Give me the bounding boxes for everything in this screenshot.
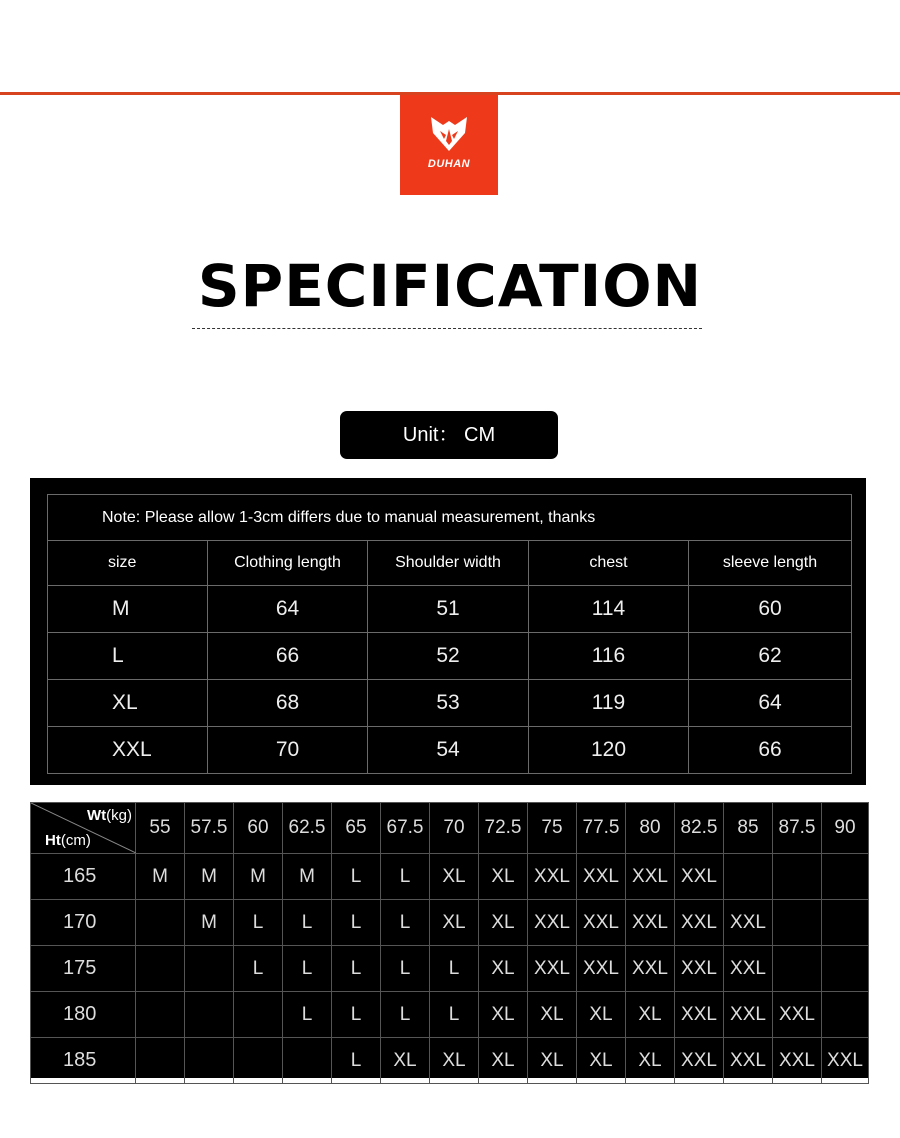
weight-header-cell: 70 [430, 803, 479, 854]
measurement-cell: 116 [529, 633, 689, 680]
recommended-size-cell: XL [528, 992, 577, 1038]
spec-table-panel [30, 478, 866, 785]
measurement-cell: 64 [208, 586, 368, 633]
recommended-size-cell: L [332, 854, 381, 900]
unit-badge: Unit： CM [340, 411, 558, 459]
recommended-size-cell [773, 854, 822, 900]
recommended-size-cell: XL [577, 1038, 626, 1084]
recommended-size-cell [185, 946, 234, 992]
recommended-size-cell [234, 1038, 283, 1084]
recommended-size-cell: XXL [724, 946, 773, 992]
recommended-size-cell: XL [626, 1038, 675, 1084]
recommended-size-cell: XXL [773, 992, 822, 1038]
weight-header-cell: 77.5 [577, 803, 626, 854]
recommended-size-cell [136, 992, 185, 1038]
recommended-size-cell: XXL [626, 946, 675, 992]
recommended-size-cell: M [283, 854, 332, 900]
recommended-size-cell: L [332, 1038, 381, 1084]
page-title: SPECIFICATION [197, 252, 703, 320]
height-cell: 180 [31, 992, 136, 1038]
recommended-size-cell: L [381, 900, 430, 946]
recommended-size-cell: XXL [528, 854, 577, 900]
recommended-size-cell: XXL [822, 1038, 869, 1084]
recommended-size-cell: XL [528, 1038, 577, 1084]
size-cell: M [48, 586, 208, 633]
spec-row [48, 586, 852, 633]
measurement-cell: 70 [208, 727, 368, 774]
measurement-cell: 60 [689, 586, 852, 633]
recommended-size-cell [136, 1038, 185, 1084]
recommended-size-cell: XXL [724, 992, 773, 1038]
size-chart-row [31, 992, 869, 1038]
size-chart-row [31, 1038, 869, 1084]
recommended-size-cell: L [332, 900, 381, 946]
recommended-size-cell: XXL [773, 1038, 822, 1084]
measurement-cell: 119 [529, 680, 689, 727]
recommended-size-cell: XL [430, 854, 479, 900]
recommended-size-cell: L [430, 992, 479, 1038]
spec-header-cell: sleeve length [689, 541, 852, 586]
recommended-size-cell: L [430, 946, 479, 992]
weight-header-cell: 55 [136, 803, 185, 854]
recommended-size-cell: L [381, 946, 430, 992]
spec-table [47, 494, 852, 774]
size-chart-table [30, 802, 869, 1084]
spec-row [48, 633, 852, 680]
recommended-size-cell: L [234, 946, 283, 992]
recommended-size-cell [822, 992, 869, 1038]
recommended-size-cell: L [381, 992, 430, 1038]
recommended-size-cell [773, 900, 822, 946]
recommended-size-cell: XXL [675, 1038, 724, 1084]
height-cell: 185 [31, 1038, 136, 1084]
recommended-size-cell: XL [479, 992, 528, 1038]
recommended-size-cell [822, 854, 869, 900]
recommended-size-cell [136, 900, 185, 946]
weight-header-cell: 72.5 [479, 803, 528, 854]
measurement-cell: 64 [689, 680, 852, 727]
size-cell: XL [48, 680, 208, 727]
recommended-size-cell [724, 854, 773, 900]
recommended-size-cell [822, 946, 869, 992]
height-cell: 175 [31, 946, 136, 992]
spec-header-cell: chest [529, 541, 689, 586]
recommended-size-cell: L [332, 946, 381, 992]
weight-header-cell: 65 [332, 803, 381, 854]
recommended-size-cell: M [136, 854, 185, 900]
recommended-size-cell: XL [577, 992, 626, 1038]
recommended-size-cell: XXL [675, 900, 724, 946]
measurement-cell: 62 [689, 633, 852, 680]
recommended-size-cell: XXL [675, 992, 724, 1038]
recommended-size-cell: XL [479, 946, 528, 992]
measurement-cell: 51 [368, 586, 529, 633]
recommended-size-cell: XL [430, 1038, 479, 1084]
size-chart-panel [30, 802, 868, 1078]
weight-header-cell: 67.5 [381, 803, 430, 854]
weight-header-cell: 87.5 [773, 803, 822, 854]
measurement-cell: 68 [208, 680, 368, 727]
recommended-size-cell [234, 992, 283, 1038]
size-cell: L [48, 633, 208, 680]
weight-header-cell: 90 [822, 803, 869, 854]
recommended-size-cell: XXL [724, 1038, 773, 1084]
measurement-cell: 52 [368, 633, 529, 680]
recommended-size-cell [185, 1038, 234, 1084]
recommended-size-cell [773, 946, 822, 992]
recommended-size-cell: L [332, 992, 381, 1038]
weight-header-cell: 57.5 [185, 803, 234, 854]
measurement-cell: 66 [208, 633, 368, 680]
size-cell: XXL [48, 727, 208, 774]
measurement-note: Note: Please allow 1-3cm differs due to manual measurement, thanks [48, 495, 852, 541]
recommended-size-cell: XXL [577, 854, 626, 900]
height-axis-label: Ht(cm) [45, 832, 91, 849]
recommended-size-cell [185, 992, 234, 1038]
weight-header-cell: 82.5 [675, 803, 724, 854]
size-chart-row [31, 854, 869, 900]
brand-name: DUHAN [427, 158, 471, 170]
measurement-cell: 114 [529, 586, 689, 633]
recommended-size-cell: XXL [528, 900, 577, 946]
weight-axis-label: Wt(kg) [87, 807, 132, 824]
recommended-size-cell: XXL [626, 854, 675, 900]
recommended-size-cell: XL [430, 900, 479, 946]
recommended-size-cell: XL [479, 1038, 528, 1084]
measurement-cell: 54 [368, 727, 529, 774]
recommended-size-cell: XXL [675, 946, 724, 992]
weight-header-cell: 75 [528, 803, 577, 854]
size-chart-row [31, 900, 869, 946]
chart-corner-header [31, 803, 136, 854]
recommended-size-cell: XXL [528, 946, 577, 992]
size-chart-row [31, 946, 869, 992]
measurement-cell: 53 [368, 680, 529, 727]
measurement-cell: 66 [689, 727, 852, 774]
spec-header-cell: Shoulder width [368, 541, 529, 586]
recommended-size-cell: M [234, 854, 283, 900]
weight-header-cell: 80 [626, 803, 675, 854]
recommended-size-cell [822, 900, 869, 946]
recommended-size-cell: M [185, 854, 234, 900]
recommended-size-cell: XXL [577, 946, 626, 992]
title-divider [192, 328, 702, 329]
weight-header-cell: 85 [724, 803, 773, 854]
recommended-size-cell: XXL [724, 900, 773, 946]
recommended-size-cell: L [234, 900, 283, 946]
recommended-size-cell: XL [479, 900, 528, 946]
recommended-size-cell: L [283, 946, 332, 992]
recommended-size-cell: XXL [675, 854, 724, 900]
spec-header-cell: size [48, 541, 208, 586]
measurement-cell: 120 [529, 727, 689, 774]
brand-logo [400, 95, 498, 195]
spec-row [48, 727, 852, 774]
recommended-size-cell: M [185, 900, 234, 946]
recommended-size-cell: L [381, 854, 430, 900]
spec-header-cell: Clothing length [208, 541, 368, 586]
recommended-size-cell: XXL [626, 900, 675, 946]
weight-header-cell: 62.5 [283, 803, 332, 854]
weight-header-cell: 60 [234, 803, 283, 854]
recommended-size-cell: XL [479, 854, 528, 900]
recommended-size-cell [136, 946, 185, 992]
recommended-size-cell: XL [381, 1038, 430, 1084]
recommended-size-cell [283, 1038, 332, 1084]
recommended-size-cell: L [283, 900, 332, 946]
height-cell: 165 [31, 854, 136, 900]
spec-row [48, 680, 852, 727]
recommended-size-cell: XXL [577, 900, 626, 946]
recommended-size-cell: XL [626, 992, 675, 1038]
fox-head-icon [429, 115, 469, 153]
height-cell: 170 [31, 900, 136, 946]
recommended-size-cell: L [283, 992, 332, 1038]
